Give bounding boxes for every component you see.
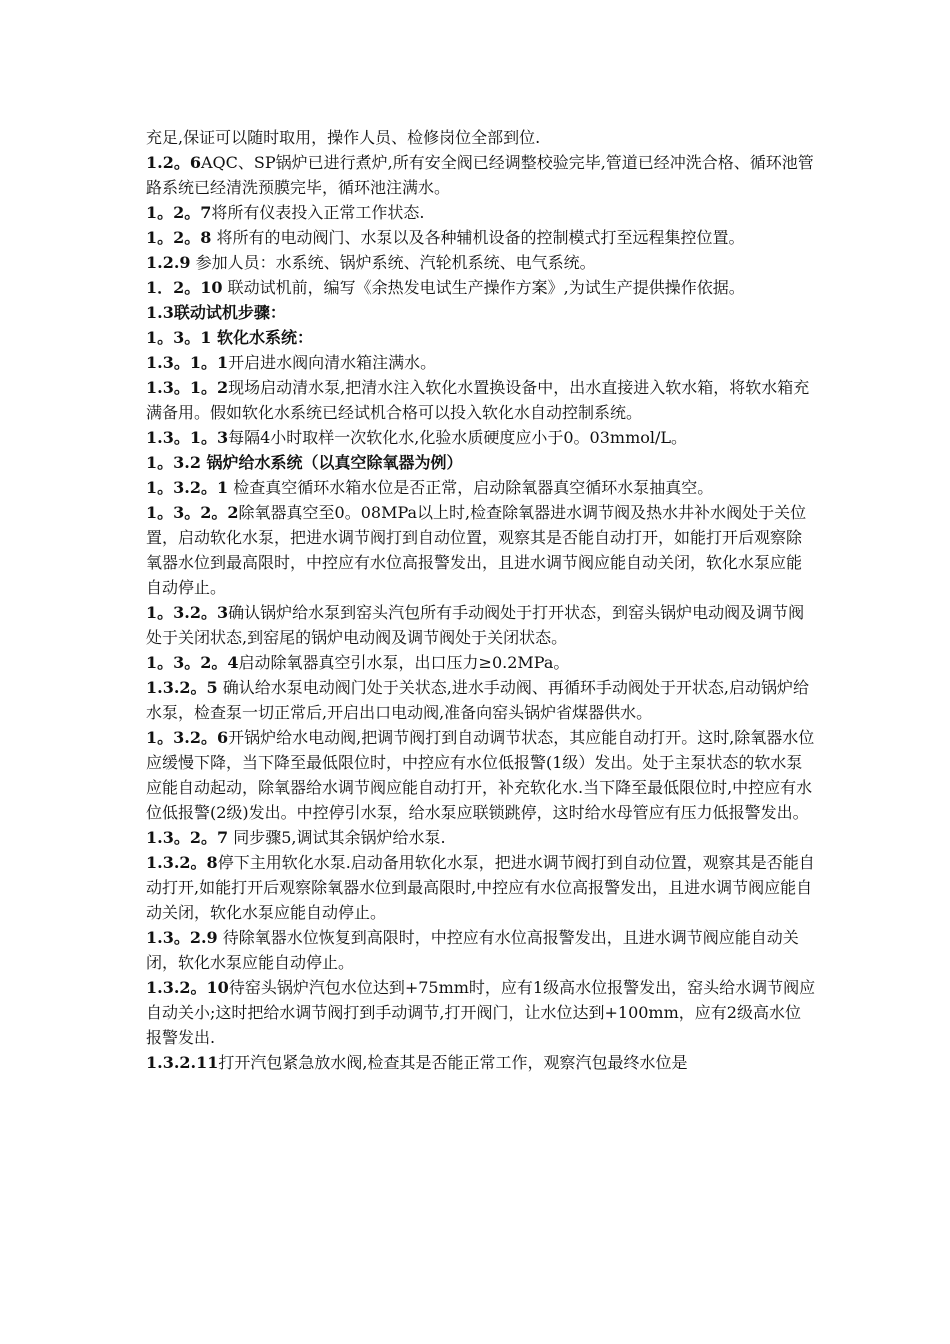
paragraph-text: 将所有的电动阀门、水泵以及各种辅机设备的控制模式打至远程集控位置。	[211, 228, 745, 247]
paragraph-number: 1。3.2 锅炉给水系统（以真空除氧器为例）	[146, 453, 463, 472]
paragraph-text: 现场启动清水泵,把清水注入软化水置换设备中，出水直接进入软水箱，将软水箱充满备用。假如软化水系统已经试机合格可以投入软化水自动控制系统。	[146, 378, 810, 422]
paragraph-number: 1.3联动试机步骤：	[146, 303, 286, 322]
paragraph-number: 1.3.2.11	[146, 1053, 219, 1072]
body-paragraph	[146, 600, 816, 650]
body-paragraph	[146, 425, 816, 450]
paragraph-number: 1。3.2。1	[146, 478, 229, 497]
paragraph-text: 每隔4小时取样一次软化水,化验水质硬度应小于0。03mmol/L。	[228, 428, 688, 447]
body-paragraph	[146, 475, 816, 500]
paragraph-number: 1。3。1 软化水系统：	[146, 328, 313, 347]
body-paragraph	[146, 825, 816, 850]
paragraph-text: 待除氧器水位恢复到高限时，中控应有水位高报警发出，且进水调节阀应能自动关闭，软化水泵应能自动停止。	[146, 928, 799, 972]
paragraph-number: 1.3。2。7	[146, 828, 229, 847]
paragraph-text: 开锅炉给水电动阀,把调节阀打到自动调节状态，其应能自动打开。这时,除氧器水位应缓慢下降，当下降至最低限位时，中控应有水位低报警(1级）发出。处于主泵状态的软水泵应能自动起动，除氧器给水调节阀应能自动打开，补充软化水.当下降至最低限位时,中控应有水位低报警(2级)发出。中控停引水泵，给水泵应联锁跳停，这时给水母管应有压力低报警发出。	[146, 728, 815, 822]
paragraph-text: 确认给水泵电动阀门处于关状态,进水手动阀、再循环手动阀处于开状态,启动锅炉给水泵，检查泵一切正常后,开启出口电动阀,准备向窑头锅炉省煤器供水。	[146, 678, 809, 722]
paragraph-text: 同步骤5,调试其余锅炉给水泵.	[228, 828, 446, 847]
paragraph-number: 1。3。2。4	[146, 653, 239, 672]
paragraph-text: 参加人员：水系统、锅炉系统、汽轮机系统、电气系统。	[190, 253, 596, 272]
paragraph-number: 1.3.2。8	[146, 853, 218, 872]
paragraph-number: 1.2.9	[146, 253, 191, 272]
body-paragraph	[146, 975, 816, 1050]
paragraph-number: 1。3.2。6	[146, 728, 229, 747]
body-paragraph	[146, 125, 816, 150]
paragraph-number: 1.3。1。2	[146, 378, 229, 397]
paragraph-text: 检查真空循环水箱水位是否正常，启动除氧器真空循环水泵抽真空。	[228, 478, 714, 497]
paragraph-text: 确认锅炉给水泵到窑头汽包所有手动阀处于打开状态，到窑头锅炉电动阀及调节阀处于关闭状态,到窑尾的锅炉电动阀及调节阀处于关闭状态。	[146, 603, 805, 647]
body-paragraph	[146, 275, 816, 300]
body-paragraph	[146, 675, 816, 725]
body-paragraph	[146, 650, 816, 675]
paragraph-number: 1.3。1。3	[146, 428, 229, 447]
body-paragraph	[146, 725, 816, 825]
paragraph-text: 充足,保证可以随时取用，操作人员、检修岗位全部到位.	[146, 128, 541, 147]
body-paragraph	[146, 200, 816, 225]
paragraph-number: 1。3.2。3	[146, 603, 229, 622]
section-heading	[146, 450, 816, 475]
body-paragraph	[146, 150, 816, 200]
paragraph-text: 待窑头锅炉汽包水位达到+75mm时，应有1级高水位报警发出，窑头给水调节阀应自动关小;这时把给水调节阀打到手动调节,打开阀门，让水位达到+100mm，应有2级高水位报警发出.	[146, 978, 816, 1047]
section-heading	[146, 300, 816, 325]
paragraph-text: 将所有仪表投入正常工作状态.	[211, 203, 425, 222]
body-paragraph	[146, 925, 816, 975]
body-paragraph	[146, 250, 816, 275]
paragraph-number: 1。2。8	[146, 228, 212, 247]
body-paragraph	[146, 350, 816, 375]
paragraph-text: 打开汽包紧急放水阀,检查其是否能正常工作，观察汽包最终水位是	[218, 1053, 688, 1072]
paragraph-text: 启动除氧器真空引水泵，出口压力≥0.2MPa。	[238, 653, 570, 672]
paragraph-number: 1.3.2。10	[146, 978, 229, 997]
paragraph-text: 除氧器真空至0。08MPa以上时,检查除氧器进水调节阀及热水井补水阀处于关位置，启动软化水泵，把进水调节阀打到自动位置，观察其是否能自动打开，如能打开后观察除氧器水位到最高限时，中控应有水位高报警发出，且进水调节阀应能自动关闭，软化水泵应能自动停止。	[146, 503, 807, 597]
paragraph-text: 开启进水阀向清水箱注满水。	[228, 353, 437, 372]
paragraph-number: 1.3。1。1	[146, 353, 229, 372]
paragraph-number: 1.3.2。5	[146, 678, 218, 697]
paragraph-text: AQC、SP锅炉已进行煮炉,所有安全阀已经调整校验完毕,管道已经冲洗合格、循环池管路系统已经清洗预膜完毕，循环池注满水。	[146, 153, 814, 197]
paragraph-number: 1。2。7	[146, 203, 212, 222]
body-paragraph	[146, 1050, 816, 1075]
paragraph-number: 1.2。6	[146, 153, 201, 172]
document-page	[146, 125, 816, 1075]
body-paragraph	[146, 500, 816, 600]
body-paragraph	[146, 850, 816, 925]
paragraph-number: 1。3。2。2	[146, 503, 239, 522]
paragraph-number: 1.3。2.9	[146, 928, 218, 947]
section-heading	[146, 325, 816, 350]
body-paragraph	[146, 225, 816, 250]
body-paragraph	[146, 375, 816, 425]
paragraph-text: 停下主用软化水泵.启动备用软化水泵，把进水调节阀打到自动位置，观察其是否能自动打开,如能打开后观察除氧器水位到最高限时,中控应有水位高报警发出，且进水调节阀应能自动关闭，软化水泵应能自动停止。	[146, 853, 815, 922]
paragraph-number: 1．2。10	[146, 278, 223, 297]
paragraph-text: 联动试机前，编写《余热发电试生产操作方案》,为试生产提供操作依据。	[222, 278, 745, 297]
